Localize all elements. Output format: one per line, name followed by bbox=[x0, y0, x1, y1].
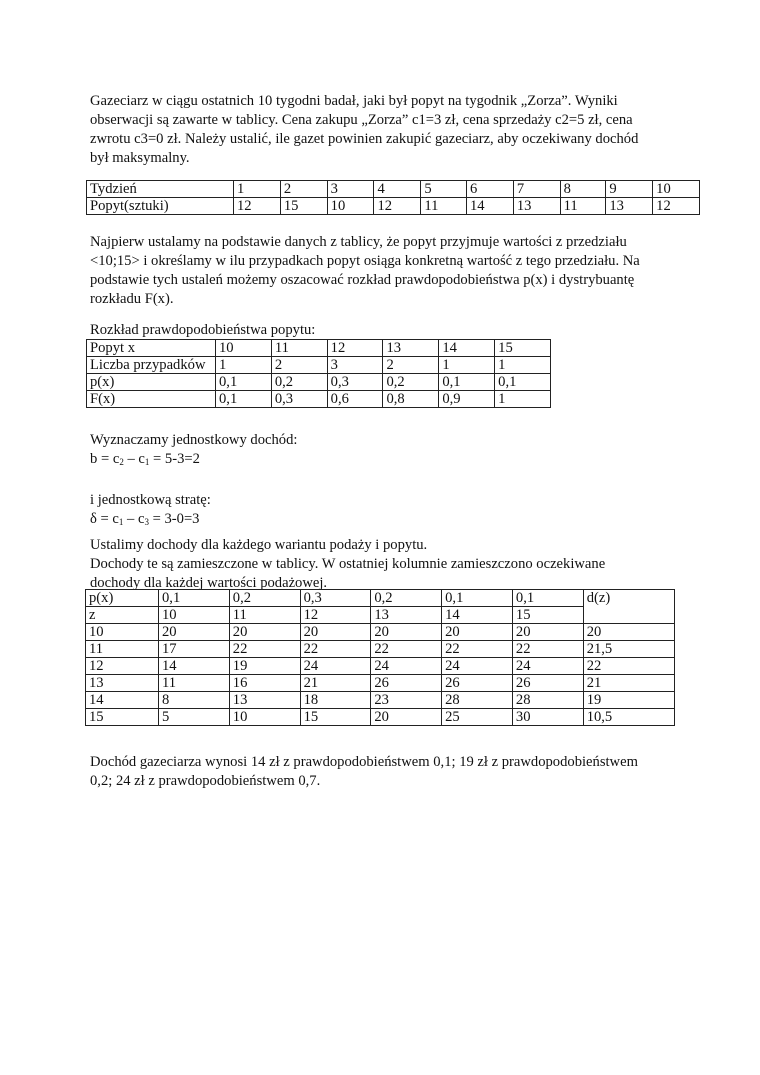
demand-table bbox=[86, 180, 700, 215]
table-cell: 10 bbox=[327, 198, 374, 215]
table-row bbox=[86, 641, 675, 658]
income-formula: $b = c_2 - c_1 = 5-3=2$ bbox=[90, 451, 200, 467]
table-cell: p(x) bbox=[87, 374, 216, 391]
table-cell: 0,1 bbox=[442, 590, 513, 607]
table-cell: 26 bbox=[371, 675, 442, 692]
table-cell: 8 bbox=[159, 692, 230, 709]
distribution-table bbox=[86, 339, 551, 408]
table-cell: 0,2 bbox=[371, 590, 442, 607]
table-row bbox=[87, 198, 700, 215]
table-cell: 20 bbox=[300, 624, 371, 641]
table-cell: Liczba przypadków bbox=[87, 357, 216, 374]
loss-heading: i jednostkową stratę: bbox=[90, 492, 211, 508]
table-cell: 8 bbox=[560, 181, 606, 198]
table-cell: 16 bbox=[229, 675, 300, 692]
table-cell: 12 bbox=[327, 340, 383, 357]
text-line: dochody dla każdej wartości podażowej. bbox=[90, 575, 328, 591]
table-cell: 13 bbox=[371, 607, 442, 624]
table-cell: 14 bbox=[439, 340, 495, 357]
table-cell: 20 bbox=[371, 624, 442, 641]
table-cell: 11 bbox=[229, 607, 300, 624]
text-line: Ustalimy dochody dla każdego wariantu podaży i popytu. bbox=[90, 537, 428, 553]
table-cell: 6 bbox=[466, 181, 513, 198]
table-row bbox=[86, 658, 675, 675]
table-cell: 12 bbox=[374, 198, 421, 215]
table-cell: 14 bbox=[466, 198, 513, 215]
table-cell: 0,2 bbox=[271, 374, 327, 391]
table-cell: 20 bbox=[371, 709, 442, 726]
text-line: <10;15> i określamy w ilu przypadkach popyt osiąga konkretną wartość z tego przedziału. Na bbox=[90, 253, 640, 269]
text-line: był maksymalny. bbox=[90, 150, 190, 166]
table-cell: 21,5 bbox=[583, 641, 674, 658]
table-cell: 1 bbox=[495, 391, 551, 408]
table-row bbox=[87, 391, 551, 408]
table-cell: 19 bbox=[229, 658, 300, 675]
text-line: Dochody te są zamieszczone w tablicy. W ostatniej kolumnie zamieszczono oczekiwane bbox=[90, 556, 606, 572]
table-cell: 0,8 bbox=[383, 391, 439, 408]
income-block bbox=[90, 431, 297, 532]
table-cell: 20 bbox=[229, 624, 300, 641]
table-cell: 15 bbox=[512, 607, 583, 624]
text-line: Dochód gazeciarza wynosi 14 zł z prawdopodobieństwem 0,1; 19 zł z prawdopodobieństwem bbox=[90, 754, 638, 770]
table-cell: 13 bbox=[86, 675, 159, 692]
table-cell: 13 bbox=[383, 340, 439, 357]
table-cell: 10 bbox=[229, 709, 300, 726]
table-cell: 11 bbox=[159, 675, 230, 692]
table-cell: 14 bbox=[86, 692, 159, 709]
text-line: Najpierw ustalamy na podstawie danych z tablicy, że popyt przyjmuje wartości z przedziału bbox=[90, 234, 627, 250]
table-cell: Tydzień bbox=[87, 181, 234, 198]
table-cell: 28 bbox=[512, 692, 583, 709]
table-cell: 15 bbox=[280, 198, 327, 215]
text-line: rozkładu F(x). bbox=[90, 291, 174, 307]
table-row bbox=[87, 357, 551, 374]
table-cell: 0,3 bbox=[327, 374, 383, 391]
table-cell: 12 bbox=[86, 658, 159, 675]
table-cell: 13 bbox=[606, 198, 653, 215]
table-cell: 2 bbox=[280, 181, 327, 198]
table-cell: 24 bbox=[300, 658, 371, 675]
table-cell: 0,3 bbox=[300, 590, 371, 607]
table-cell: 7 bbox=[513, 181, 560, 198]
text-line: 0,2; 24 zł z prawdopodobieństwem 0,7. bbox=[90, 773, 321, 789]
table-cell: 15 bbox=[495, 340, 551, 357]
table-cell: 1 bbox=[439, 357, 495, 374]
table-cell: 22 bbox=[583, 658, 674, 675]
table-cell: 5 bbox=[421, 181, 467, 198]
income-variants-paragraph bbox=[90, 536, 605, 593]
table-cell: Popyt(sztuki) bbox=[87, 198, 234, 215]
table-cell: 14 bbox=[442, 607, 513, 624]
table-cell: Popyt x bbox=[87, 340, 216, 357]
table-cell: 10,5 bbox=[583, 709, 674, 726]
table-cell: 15 bbox=[300, 709, 371, 726]
table-cell: 20 bbox=[442, 624, 513, 641]
conclusion-paragraph bbox=[90, 753, 638, 791]
table-cell: 0,1 bbox=[216, 374, 272, 391]
table-cell: 12 bbox=[653, 198, 700, 215]
table-cell: 30 bbox=[512, 709, 583, 726]
table-cell: 4 bbox=[374, 181, 421, 198]
table-row bbox=[86, 675, 675, 692]
table-cell: z bbox=[86, 607, 159, 624]
table-cell: 24 bbox=[371, 658, 442, 675]
table-cell: 10 bbox=[86, 624, 159, 641]
analysis-paragraph bbox=[90, 233, 640, 309]
table-cell: 20 bbox=[512, 624, 583, 641]
income-heading: Wyznaczamy jednostkowy dochód: bbox=[90, 432, 298, 448]
table-cell: 15 bbox=[86, 709, 159, 726]
table-cell: 11 bbox=[560, 198, 606, 215]
table-cell: 12 bbox=[234, 198, 281, 215]
text-line: zwrotu c3=0 zł. Należy ustalić, ile gazet powinien zakupić gazeciarz, aby oczekiwany dochód bbox=[90, 131, 639, 147]
table-cell: 13 bbox=[229, 692, 300, 709]
table-cell: 10 bbox=[159, 607, 230, 624]
table-cell: 1 bbox=[495, 357, 551, 374]
table-cell: 2 bbox=[383, 357, 439, 374]
table-cell: 3 bbox=[327, 357, 383, 374]
table-cell: 3 bbox=[327, 181, 374, 198]
table-cell: 9 bbox=[606, 181, 653, 198]
table-row bbox=[86, 624, 675, 641]
table-cell: 12 bbox=[300, 607, 371, 624]
table-row bbox=[86, 590, 675, 607]
table-row bbox=[86, 692, 675, 709]
table-cell: 0,3 bbox=[271, 391, 327, 408]
table-cell: 26 bbox=[512, 675, 583, 692]
table-cell: 20 bbox=[159, 624, 230, 641]
text-line: Gazeciarz w ciągu ostatnich 10 tygodni badał, jaki był popyt na tygodnik „Zorza”. Wyniki bbox=[90, 93, 618, 109]
table-cell: 1 bbox=[216, 357, 272, 374]
table-cell: 0,6 bbox=[327, 391, 383, 408]
table-cell: 0,1 bbox=[512, 590, 583, 607]
table-cell: 11 bbox=[421, 198, 467, 215]
income-table bbox=[85, 589, 675, 726]
table-cell: 10 bbox=[216, 340, 272, 357]
text-line: podstawie tych ustaleń możemy oszacować rozkład prawdopodobieństwa p(x) i dystrybuantę bbox=[90, 272, 635, 288]
table-cell: 13 bbox=[513, 198, 560, 215]
table-cell: p(x) bbox=[86, 590, 159, 607]
table-cell: 22 bbox=[442, 641, 513, 658]
text-line: obserwacji są zawarte w tablicy. Cena zakupu „Zorza” c1=3 zł, cena sprzedaży c2=5 zł, cena bbox=[90, 112, 633, 128]
table-cell: d(z) bbox=[583, 590, 674, 624]
table-cell: 17 bbox=[159, 641, 230, 658]
table-cell: 25 bbox=[442, 709, 513, 726]
table-cell: 23 bbox=[371, 692, 442, 709]
table-cell: 24 bbox=[442, 658, 513, 675]
table-row bbox=[87, 374, 551, 391]
distribution-caption: Rozkład prawdopodobieństwa popytu: bbox=[90, 322, 316, 338]
table-cell: 14 bbox=[159, 658, 230, 675]
loss-formula: $\delta = c_1 - c_3 = 3-0=3$ bbox=[90, 511, 200, 527]
table-cell: 0,1 bbox=[495, 374, 551, 391]
table-cell: 0,9 bbox=[439, 391, 495, 408]
table-cell: 0,2 bbox=[383, 374, 439, 391]
table-cell: 26 bbox=[442, 675, 513, 692]
table-cell: 22 bbox=[371, 641, 442, 658]
table-cell: 0,2 bbox=[229, 590, 300, 607]
table-cell: 11 bbox=[86, 641, 159, 658]
table-cell: 18 bbox=[300, 692, 371, 709]
table-cell: 22 bbox=[512, 641, 583, 658]
table-cell: 0,1 bbox=[216, 391, 272, 408]
table-row bbox=[87, 340, 551, 357]
intro-paragraph bbox=[90, 92, 638, 168]
table-row bbox=[87, 181, 700, 198]
table-cell: F(x) bbox=[87, 391, 216, 408]
table-cell: 21 bbox=[583, 675, 674, 692]
table-cell: 11 bbox=[271, 340, 327, 357]
table-cell: 0,1 bbox=[439, 374, 495, 391]
table-cell: 19 bbox=[583, 692, 674, 709]
table-cell: 22 bbox=[300, 641, 371, 658]
table-cell: 22 bbox=[229, 641, 300, 658]
table-cell: 21 bbox=[300, 675, 371, 692]
table-cell: 10 bbox=[653, 181, 700, 198]
table-cell: 24 bbox=[512, 658, 583, 675]
table-cell: 5 bbox=[159, 709, 230, 726]
table-cell: 2 bbox=[271, 357, 327, 374]
table-cell: 1 bbox=[234, 181, 281, 198]
table-cell: 0,1 bbox=[159, 590, 230, 607]
table-cell: 20 bbox=[583, 624, 674, 641]
table-cell: 28 bbox=[442, 692, 513, 709]
table-row bbox=[86, 709, 675, 726]
